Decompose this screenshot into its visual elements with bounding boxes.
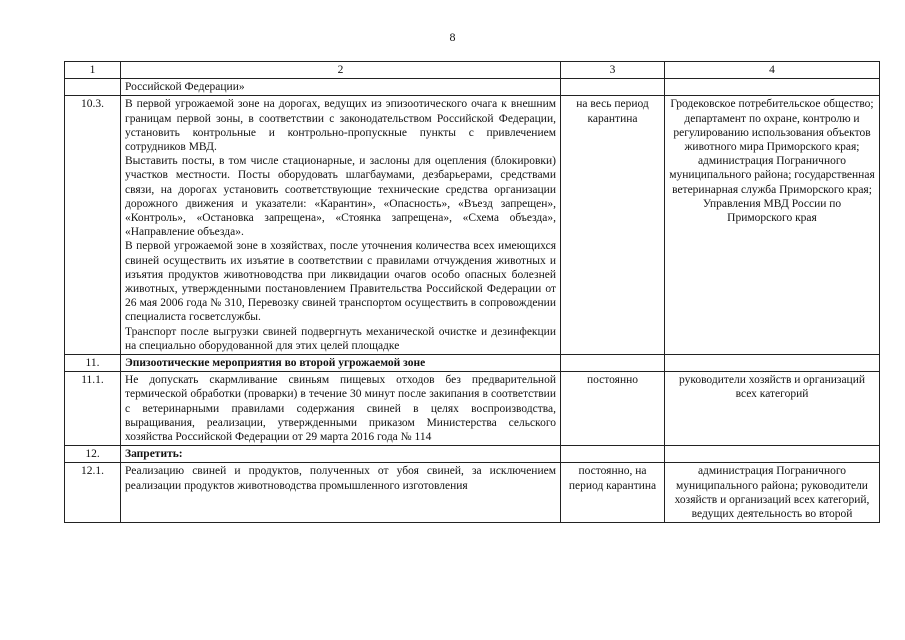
row-period: постоянно, на период карантина xyxy=(561,463,665,523)
row-paragraph: Реализацию свиней и продуктов, полученных от убоя свиней, за исключением реализации продуктов животноводства промышленного изготовления xyxy=(125,465,556,492)
row-number: 12.1. xyxy=(65,463,121,523)
column-header: 4 xyxy=(665,62,880,79)
row-number: 11. xyxy=(65,355,121,372)
section-title: Запретить: xyxy=(121,446,561,463)
measures-table xyxy=(64,61,880,523)
row-paragraph: Российской Федерации» xyxy=(125,81,245,94)
row-period: постоянно xyxy=(561,372,665,446)
row-number: 11.1. xyxy=(65,372,121,446)
row-period: на весь период карантина xyxy=(561,96,665,355)
page-number: 8 xyxy=(449,30,456,44)
row-paragraph: Не допускать скармливание свиньям пищевых отходов без предварительной термической обработки (проварки) в течение 30 минут после закипания в соответствии с ветеринарными правилами содержания свиней в целях воспроизводства, выращивания, реализации, утвержденными приказом Министерства сельского хозяйства Российской Федерации от 29 марта 2016 года № 114 xyxy=(125,374,556,444)
row-responsible: Гродековское потребительское общество; департамент по охране, контролю и регулированию использования объектов животного мира Приморского края; администрация Пограничного муниципального района; государственная ветеринарная служба Приморского края; Управления МВД России по Приморского края xyxy=(665,96,880,355)
column-header: 1 xyxy=(65,62,121,79)
row-number: 12. xyxy=(65,446,121,463)
section-row xyxy=(65,446,880,463)
section-title: Эпизоотические мероприятия во второй угрожаемой зоне xyxy=(121,355,561,372)
row-paragraph: Выставить посты, в том числе стационарные, и заслоны для оцепления (блокировки) участков местности. Посты оборудовать шлагбаумами, дезбарьерами, средствами связи, на дорогах установить соответствующие технические средства организации дорожного движения и указатели: «Карантин», «Опасность», «Въезд запрещен», «Контроль», «Остановка запрещена», «Стоянка запрещена», «Схема объезда», «Направление объезда». xyxy=(125,155,556,239)
row-responsible: администрация Пограничного муниципального района; руководители хозяйств и организаций всех категорий, ведущих деятельность во второй xyxy=(665,463,880,523)
row-text xyxy=(121,79,561,96)
section-row xyxy=(65,355,880,372)
table-header-row xyxy=(65,62,880,79)
row-paragraph: В первой угрожаемой зоне на дорогах, ведущих из эпизоотического очага к внешним границам первой зоны, в соответствии с законодательством Российской Федерации, установить контрольные и контрольно-пропускные пункты с привлечением сотрудников МВД. xyxy=(125,98,556,154)
row-number: 10.3. xyxy=(65,96,121,355)
table-row xyxy=(65,372,880,446)
row-period xyxy=(561,79,665,96)
row-text xyxy=(121,372,561,446)
row-number xyxy=(65,79,121,96)
row-text xyxy=(121,96,561,355)
column-header: 3 xyxy=(561,62,665,79)
row-responsible xyxy=(665,446,880,463)
row-period xyxy=(561,446,665,463)
row-paragraph: В первой угрожаемой зоне в хозяйствах, после уточнения количества всех имеющихся свиней осуществить их изъятие в соответствии с правилами отчуждения животных и изъятия продуктов животноводства при ликвидации очагов особо опасных болезней животных, утвержденными постановлением Правительства Российской Федерации от 26 мая 2006 года № 310, Перевозку свиней транспортом осуществить в сопровождении специалиста госветслужбы. xyxy=(125,240,556,324)
table-row xyxy=(65,463,880,523)
table-row xyxy=(65,96,880,355)
row-responsible xyxy=(665,79,880,96)
row-paragraph: Транспорт после выгрузки свиней подвергнуть механической очистке и дезинфекции на специально оборудованной для этих целей площадке xyxy=(125,325,556,352)
table-row xyxy=(65,79,880,96)
row-period xyxy=(561,355,665,372)
row-responsible: руководители хозяйств и организаций всех категорий xyxy=(665,372,880,446)
column-header: 2 xyxy=(121,62,561,79)
row-text xyxy=(121,463,561,523)
row-responsible xyxy=(665,355,880,372)
